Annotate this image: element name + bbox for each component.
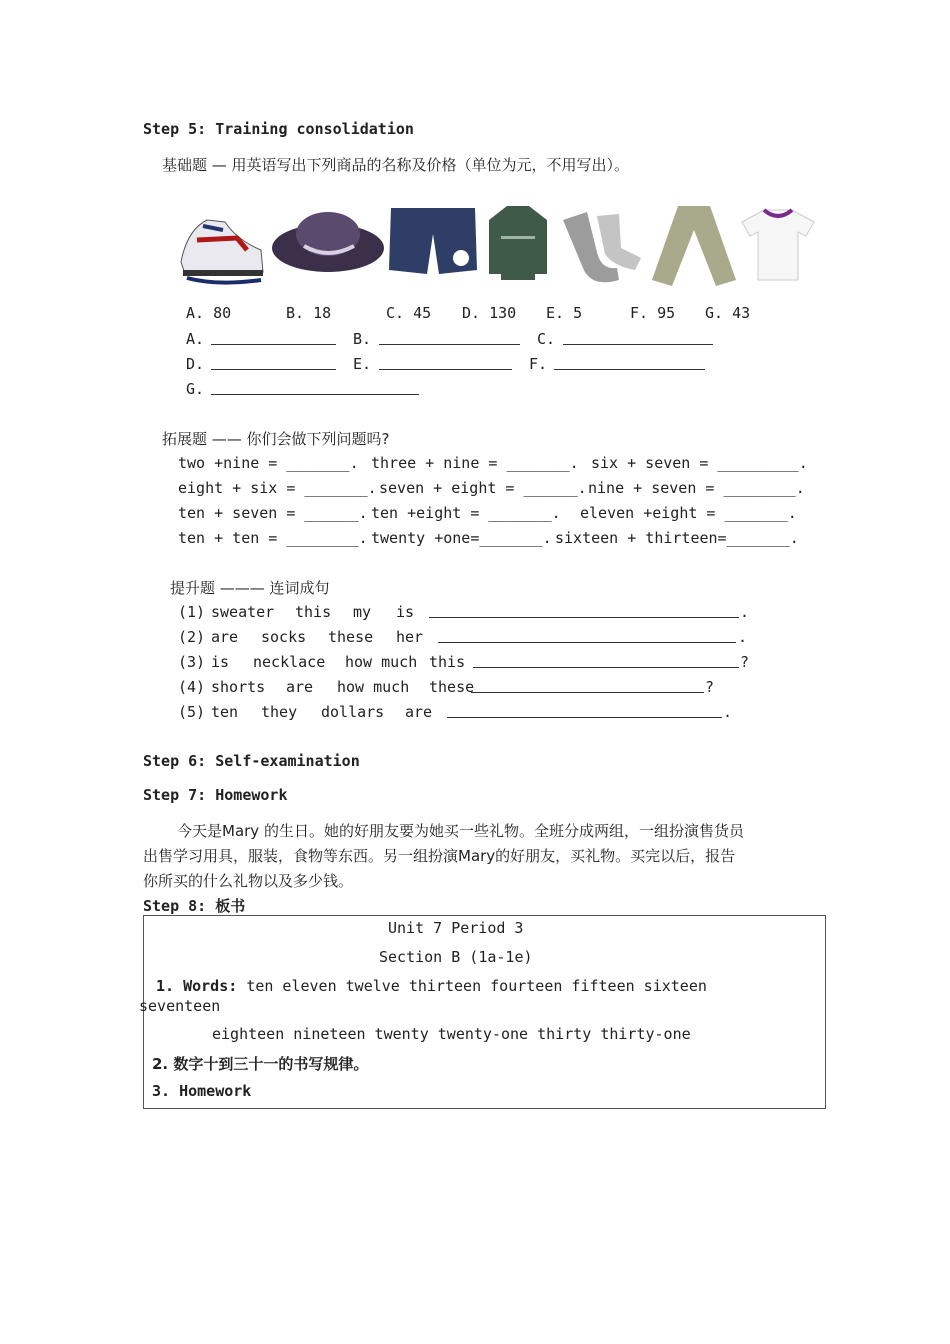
basic-instructions: 基础题 — 用英语写出下列商品的名称及价格（单位为元，不用写出）。 xyxy=(162,156,630,174)
step6-heading: Step 6: Self-examination xyxy=(143,752,360,770)
sentence-num: (3) xyxy=(178,653,206,671)
math-item: seven + eight = ______. xyxy=(379,479,587,497)
sentence-row xyxy=(0,703,950,728)
sentence-row xyxy=(0,678,950,703)
sentence-answer-line[interactable] xyxy=(438,628,736,643)
sentence-word: these xyxy=(429,678,475,696)
sentence-word: this xyxy=(429,653,466,671)
board-title: Unit 7 Period 3 xyxy=(388,919,524,937)
board-words-wrap: seventeen xyxy=(139,997,221,1015)
sentence-end: ? xyxy=(705,678,715,696)
answer-line-c[interactable] xyxy=(563,330,713,345)
sentence-num: (1) xyxy=(178,603,206,621)
sentence-word: ten xyxy=(211,703,239,721)
sneaker-icon xyxy=(177,200,267,288)
math-item: eleven +eight = _______. xyxy=(580,504,797,522)
sentence-answer-line[interactable] xyxy=(471,678,704,693)
sentence-word: these xyxy=(328,628,374,646)
board-item2: 2. 数字十到三十一的书写规律。 xyxy=(152,1055,369,1073)
math-row xyxy=(0,454,950,479)
math-row xyxy=(0,504,950,529)
price-options xyxy=(0,304,950,324)
answer-line-d[interactable] xyxy=(211,355,336,370)
homework-line: 出售学习用具，服装，食物等东西。另一组扮演Mary的好朋友，买礼物。买完以后，报告 xyxy=(143,847,736,865)
board-item3: 3. Homework xyxy=(152,1082,252,1100)
blank-label-c: C. xyxy=(537,330,556,348)
advance-heading: 提升题 ——— 连词成句 xyxy=(170,579,330,597)
sentence-word: are xyxy=(286,678,314,696)
board-words-line2: eighteen nineteen twenty twenty-one thirty thirty-one xyxy=(212,1025,691,1043)
board-words-line1: ten eleven twelve thirteen fourteen fifteen sixteen xyxy=(246,977,707,995)
homework-line: 你所买的什么礼物以及多少钱。 xyxy=(143,872,354,890)
sentence-answer-line[interactable] xyxy=(473,653,739,668)
sentence-word: dollars xyxy=(321,703,385,721)
sentence-word: my xyxy=(353,603,372,621)
sentence-answer-line[interactable] xyxy=(429,603,739,618)
sentence-word: shorts xyxy=(211,678,266,696)
board-words-label: 1. Words: xyxy=(156,977,238,995)
math-item: ten +eight = _______. xyxy=(371,504,561,522)
price-d: D. 130 xyxy=(462,304,517,322)
sentence-word: how much xyxy=(337,678,410,696)
shorts-icon xyxy=(387,200,479,288)
math-item: eight + six = _______. xyxy=(178,479,377,497)
sentence-end: ? xyxy=(740,653,750,671)
math-row xyxy=(0,529,950,554)
math-item: six + seven = _________. xyxy=(591,454,808,472)
price-b: B. 18 xyxy=(286,304,332,322)
sentence-word: her xyxy=(396,628,424,646)
math-item: twenty +one=_______. xyxy=(371,529,552,547)
price-g: G. 43 xyxy=(705,304,751,322)
sentence-end: . xyxy=(738,628,748,646)
math-item: two +nine = _______. xyxy=(178,454,359,472)
answer-line-e[interactable] xyxy=(379,355,512,370)
price-f: F. 95 xyxy=(630,304,676,322)
sentence-num: (4) xyxy=(178,678,206,696)
answer-line-a[interactable] xyxy=(211,330,336,345)
sentence-row xyxy=(0,603,950,628)
trousers-icon xyxy=(648,200,740,288)
sentence-word: are xyxy=(211,628,239,646)
sentence-answer-line[interactable] xyxy=(447,703,722,718)
answer-line-b[interactable] xyxy=(379,330,520,345)
blank-label-a: A. xyxy=(186,330,205,348)
sentence-word: this xyxy=(295,603,332,621)
sentence-list xyxy=(0,603,950,728)
math-item: ten + seven = ______. xyxy=(178,504,368,522)
sentence-num: (2) xyxy=(178,628,206,646)
homework-paragraph xyxy=(143,820,823,895)
sentence-word: socks xyxy=(261,628,307,646)
homework-line: 今天是Mary 的生日。她的好朋友要为她买一些礼物。全班分成两组，一组扮演售货员 xyxy=(177,822,744,840)
tshirt-icon xyxy=(740,200,816,288)
sentence-num: (5) xyxy=(178,703,206,721)
step7-heading: Step 7: Homework xyxy=(143,786,288,804)
math-grid xyxy=(0,454,950,554)
math-item: sixteen + thirteen=_______. xyxy=(555,529,799,547)
blank-label-b: B. xyxy=(353,330,372,348)
sentence-word: is xyxy=(211,653,230,671)
extend-heading: 拓展题 —— 你们会做下列问题吗? xyxy=(162,430,390,448)
blank-label-g: G. xyxy=(186,380,205,398)
sentence-word: is xyxy=(396,603,415,621)
answer-line-g[interactable] xyxy=(211,380,419,395)
board-subtitle: Section B (1a-1e) xyxy=(379,948,533,966)
math-item: nine + seven = ________. xyxy=(588,479,805,497)
blank-label-d: D. xyxy=(186,355,205,373)
answer-line-f[interactable] xyxy=(554,355,705,370)
sentence-end: . xyxy=(740,603,750,621)
hat-icon xyxy=(270,200,386,288)
blank-label-e: E. xyxy=(353,355,372,373)
price-c: C. 45 xyxy=(386,304,432,322)
socks-icon xyxy=(557,200,645,288)
sentence-end: . xyxy=(723,703,733,721)
math-item: ten + ten = ________. xyxy=(178,529,368,547)
step5-heading: Step 5: Training consolidation xyxy=(143,120,414,138)
sentence-row xyxy=(0,628,950,653)
blackboard-box xyxy=(139,915,826,1109)
math-row xyxy=(0,479,950,504)
sentence-word: necklace xyxy=(253,653,326,671)
step8-heading: Step 8: 板书 xyxy=(143,897,246,915)
sentence-word: how much xyxy=(345,653,418,671)
price-e: E. 5 xyxy=(546,304,583,322)
sweater-icon xyxy=(485,200,551,288)
price-a: A. 80 xyxy=(186,304,232,322)
sentence-word: sweater xyxy=(211,603,275,621)
blank-label-f: F. xyxy=(529,355,548,373)
math-item: three + nine = _______. xyxy=(371,454,579,472)
sentence-word: are xyxy=(405,703,433,721)
sentence-row xyxy=(0,653,950,678)
sentence-word: they xyxy=(261,703,298,721)
board-words xyxy=(156,977,707,995)
